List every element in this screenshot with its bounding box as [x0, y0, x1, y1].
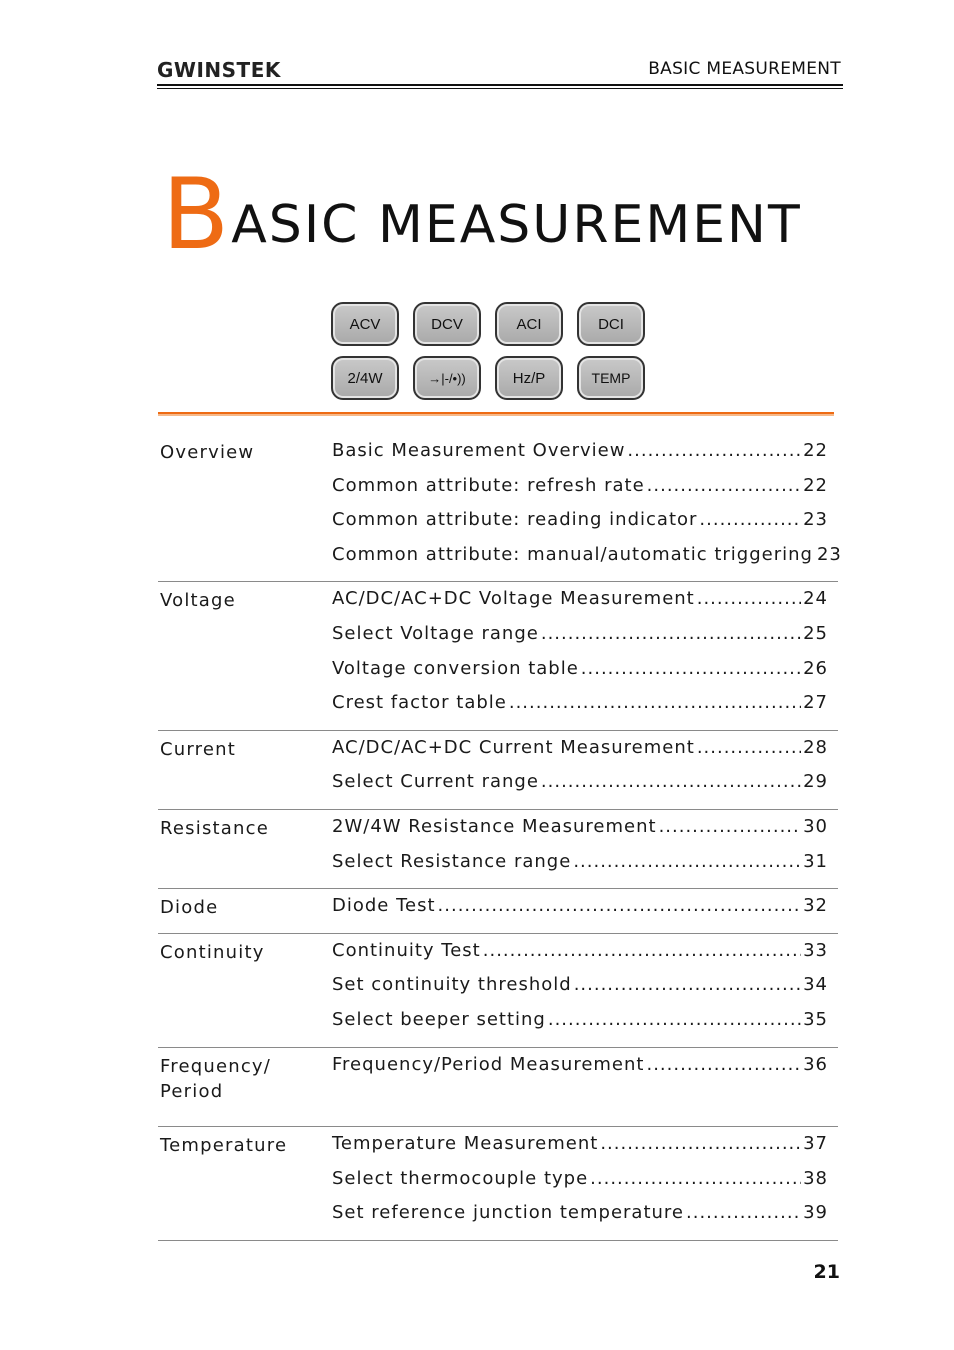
toc-leader-dots	[574, 974, 801, 995]
toc-entry-title: Select Current range	[332, 771, 539, 793]
toc-entry-title: Select beeper setting	[332, 1008, 546, 1030]
toc-leader-dots	[646, 1054, 801, 1075]
section-divider	[158, 412, 834, 416]
toc-category: Diode	[160, 897, 219, 919]
toc-entry[interactable]	[332, 1202, 828, 1237]
toc-entry-title: Crest factor table	[332, 692, 507, 714]
toc-entry-page: 37	[803, 1133, 828, 1155]
toc-category: Continuity	[160, 941, 265, 963]
toc-entry-title: Set reference junction temperature	[332, 1202, 685, 1224]
toc-section	[158, 810, 838, 889]
toc-entry-page: 25	[803, 622, 828, 644]
toc-section	[158, 934, 838, 1048]
toc-entry-title: Select Resistance range	[332, 850, 572, 872]
dcv-key: DCV	[413, 302, 481, 346]
toc-leader-dots	[686, 1202, 801, 1223]
toc-entry-page: 34	[803, 974, 828, 996]
gwinstek-logo: GWINSTEK	[157, 58, 281, 82]
toc-entry-page: 22	[803, 440, 828, 461]
toc-leader-dots	[627, 440, 801, 461]
toc-leader-dots	[541, 771, 801, 792]
resistance-key: 2/4W	[331, 356, 399, 400]
toc-leader-dots	[483, 940, 801, 961]
toc-entry[interactable]	[332, 509, 828, 544]
toc-entry-page: 27	[803, 692, 828, 714]
temp-key: TEMP	[577, 356, 645, 400]
chapter-title	[162, 160, 802, 270]
toc-category: Resistance	[160, 817, 269, 839]
toc-entry[interactable]	[332, 816, 828, 851]
toc-leader-dots	[697, 737, 801, 758]
toc-entry-page: 23	[816, 543, 842, 565]
toc-entry[interactable]	[332, 1133, 828, 1168]
toc-category: Voltage	[160, 590, 236, 612]
toc-entry[interactable]	[332, 1168, 828, 1203]
toc-entry[interactable]	[332, 1009, 828, 1044]
toc-entry-page: 35	[803, 1008, 828, 1030]
measurement-keys	[331, 302, 651, 402]
dci-key: DCI	[577, 302, 645, 346]
toc-entry-title: Common attribute: refresh rate	[332, 474, 645, 496]
toc-entry-title: Frequency/Period Measurement	[332, 1053, 645, 1075]
toc-category: Temperature	[160, 1135, 288, 1157]
toc-entry-title: Basic Measurement Overview	[332, 440, 626, 461]
toc-entry[interactable]	[332, 851, 828, 886]
toc-section	[158, 1048, 838, 1128]
frequency-period-key: Hz/P	[495, 356, 563, 400]
table-of-contents	[158, 434, 842, 1241]
header-section-title: BASIC MEASUREMENT	[648, 59, 841, 79]
toc-entry-page: 33	[803, 939, 828, 961]
toc-category: Current	[160, 738, 237, 760]
toc-entry-page: 29	[803, 771, 828, 793]
toc-entry-title: 2W/4W Resistance Measurement	[332, 815, 657, 837]
toc-entry[interactable]	[332, 623, 828, 658]
toc-entry-title: Common attribute: reading indicator	[332, 509, 698, 531]
toc-leader-dots	[438, 895, 802, 916]
toc-entry-title: Common attribute: manual/automatic triggering	[332, 543, 813, 565]
toc-entry[interactable]	[332, 940, 828, 975]
toc-entry[interactable]	[332, 1054, 828, 1089]
toc-entry-page: 28	[803, 736, 828, 758]
chapter-title-rest: ASIC MEASUREMENT	[231, 195, 802, 255]
toc-entry-title: Continuity Test	[332, 939, 481, 961]
toc-section	[158, 731, 838, 810]
toc-section	[158, 434, 842, 582]
toc-category: Frequency/ Period	[160, 1055, 272, 1102]
toc-entry-title: Select Voltage range	[332, 622, 539, 644]
toc-leader-dots	[590, 1168, 801, 1189]
toc-entry-title: Select thermocouple type	[332, 1167, 589, 1189]
toc-entry-title: Temperature Measurement	[332, 1133, 599, 1155]
toc-leader-dots	[509, 692, 801, 713]
diode-continuity-key: →|-/•))	[413, 356, 481, 400]
toc-leader-dots	[573, 851, 801, 872]
toc-entry[interactable]	[332, 658, 828, 693]
toc-entry-page: 30	[803, 815, 828, 837]
toc-leader-dots	[697, 588, 801, 609]
toc-entry[interactable]	[332, 737, 828, 772]
toc-leader-dots	[548, 1009, 801, 1030]
toc-entry-page: 39	[803, 1202, 828, 1224]
toc-entry-title: AC/DC/AC+DC Voltage Measurement	[332, 588, 695, 610]
toc-leader-dots	[699, 509, 801, 530]
toc-leader-dots	[541, 623, 801, 644]
toc-entry[interactable]	[332, 440, 828, 475]
page-number: 21	[813, 1261, 840, 1283]
toc-entry-title: AC/DC/AC+DC Current Measurement	[332, 736, 695, 758]
header-rule	[157, 84, 843, 86]
toc-entry[interactable]	[332, 771, 828, 806]
toc-entry-page: 31	[803, 850, 828, 872]
chapter-title-initial: B	[162, 158, 230, 272]
toc-entry-page: 36	[803, 1053, 828, 1075]
acv-key: ACV	[331, 302, 399, 346]
toc-entry-page: 32	[803, 895, 828, 917]
toc-entry-page: 38	[803, 1167, 828, 1189]
toc-leader-dots	[647, 475, 801, 496]
toc-entry[interactable]	[332, 974, 828, 1009]
toc-entry-page: 22	[803, 474, 828, 496]
page-header	[157, 56, 843, 88]
toc-leader-dots	[600, 1133, 801, 1154]
toc-entry[interactable]	[332, 895, 828, 930]
toc-section	[158, 1127, 838, 1241]
toc-entry-title: Set continuity threshold	[332, 974, 572, 996]
toc-entry[interactable]	[332, 475, 828, 510]
toc-leader-dots	[581, 658, 801, 679]
toc-entry[interactable]	[332, 543, 842, 579]
header-rule-thin	[157, 88, 843, 89]
toc-leader-dots	[659, 816, 802, 837]
aci-key: ACI	[495, 302, 563, 346]
toc-category: Overview	[160, 442, 255, 463]
toc-section	[158, 582, 838, 730]
toc-section	[158, 889, 838, 934]
toc-entry-page: 26	[803, 657, 828, 679]
toc-entry-title: Diode Test	[332, 895, 436, 917]
toc-entry-page: 24	[803, 588, 828, 610]
toc-entry[interactable]	[332, 692, 828, 727]
toc-entry-title: Voltage conversion table	[332, 657, 579, 679]
toc-entry-page: 23	[803, 509, 828, 531]
toc-entry[interactable]	[332, 588, 828, 623]
